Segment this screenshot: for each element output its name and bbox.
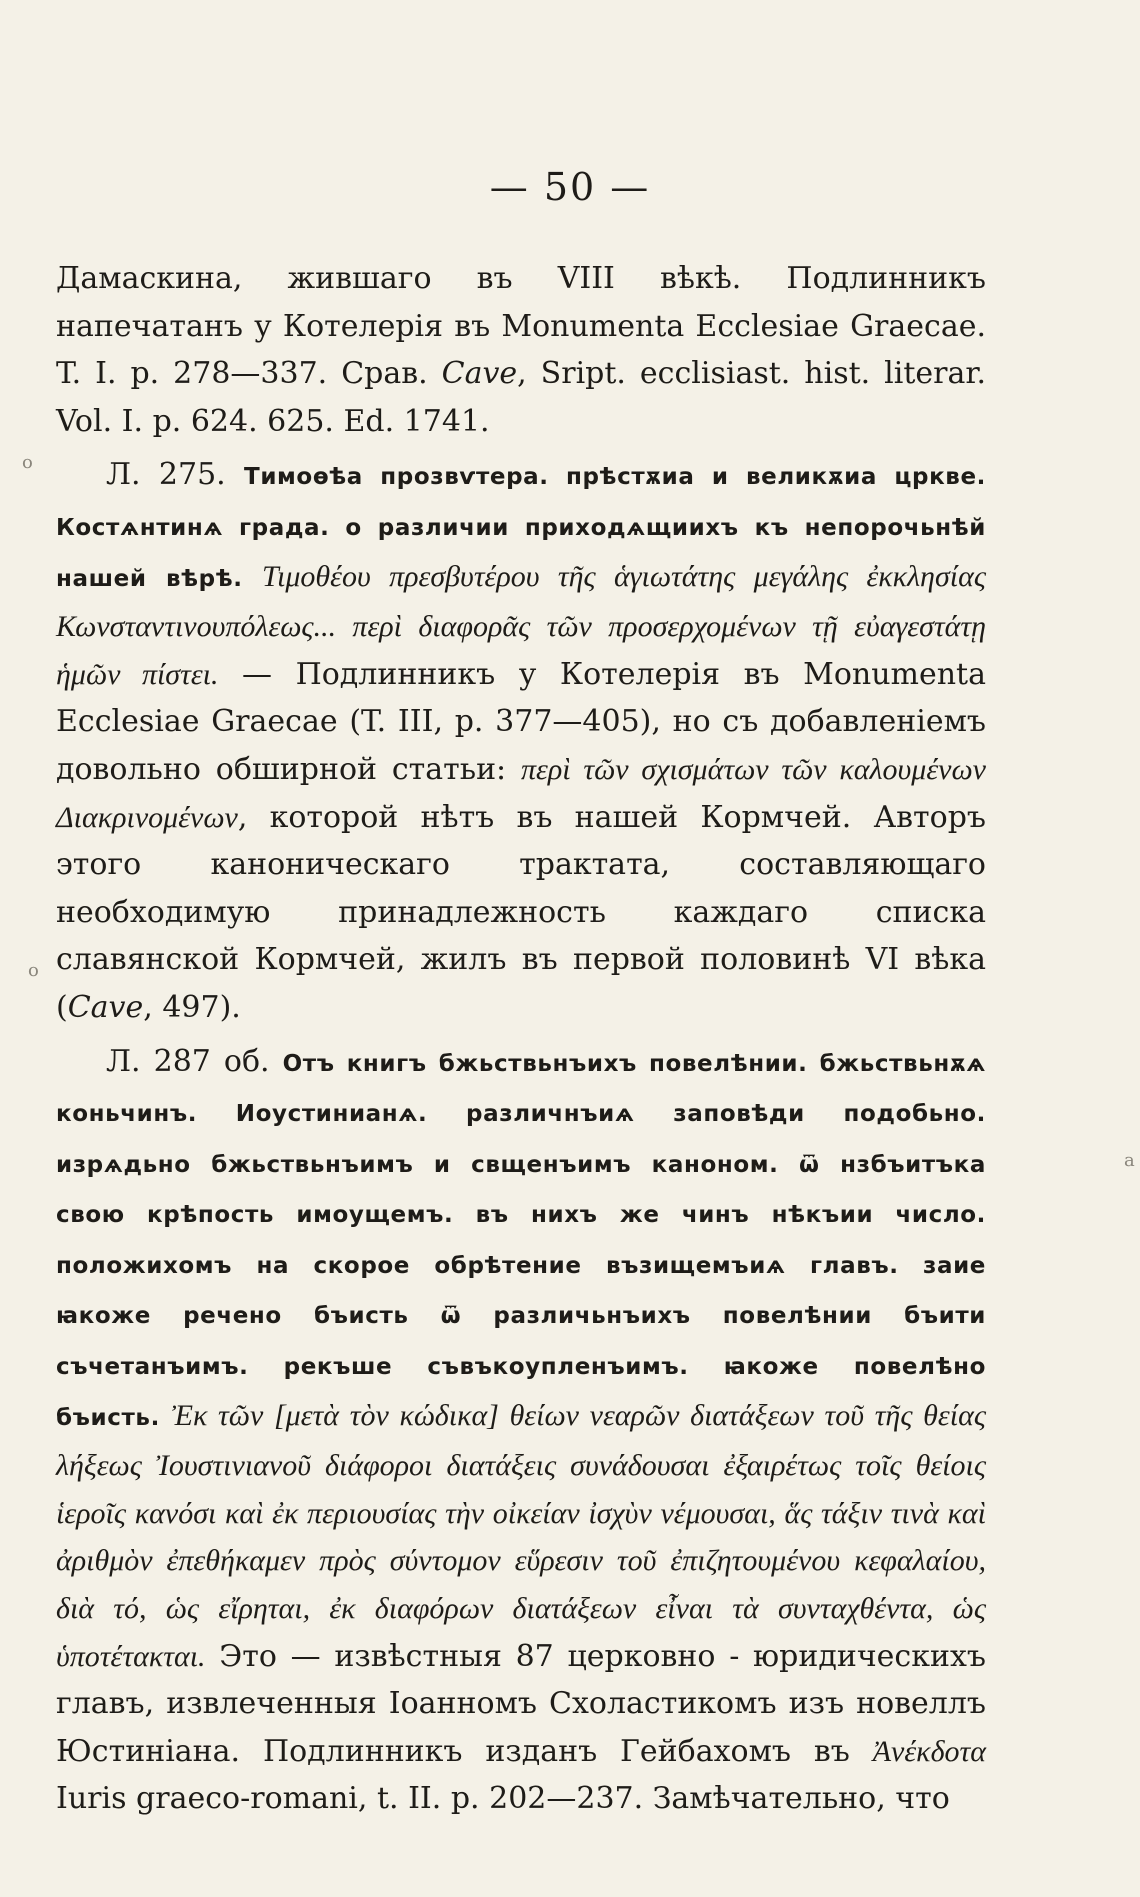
margin-mark: о xyxy=(22,452,33,473)
italic-text: Cave xyxy=(67,989,144,1025)
paragraph-damascene xyxy=(56,255,986,445)
page-number: — 50 — xyxy=(489,165,651,209)
greek-text: Ἐκ τῶν [μετὰ τὸν κώδικα] θείων νεαρῶν διατάξεων τοῦ τῆς θείας λήξεως Ἰουστινιανοῦ διάφοροι διατάξεις συνάδουσαι ἐξαιρέτως τοῖς θείοις ἱεροῖς κανόσι καὶ ἐκ περιουσίας τὴν οἰκείαν ἰσχὺν νέμουσαι, ἅς τάξιν τινὰ καὶ ἀριθμὸν ἐπεθήκαμεν πρὸς σύντομον εὕρεσιν τοῦ ἐπιζητουμένου κεφαλαίου, διὰ τό, ὡς εἴρηται, ἐκ διαφόρων διατάξεων εἶναι τὰ συνταχθέντα, ὡς ὑποτέτακται. xyxy=(56,1398,986,1673)
italic-text: Cave xyxy=(441,356,518,392)
russian-text: Iuris graeco-romani, t. II. p. 202—237. Замѣчательно, что xyxy=(56,1781,950,1817)
russian-text: Л. 287 об. xyxy=(106,1043,283,1079)
russian-text: Это — извѣстныя 87 церковно - юридическихъ главъ, извлеченныя Іоанномъ Схоластикомъ изъ новеллъ Юстиніана. Подлинникъ изданъ Гейбахомъ въ xyxy=(56,1638,986,1769)
paragraph-justinian xyxy=(56,1038,986,1824)
russian-text: Л. 275. xyxy=(106,457,245,493)
russian-text: , которой нѣтъ въ нашей Кормчей. Авторъ этого каноническаго трактата, составляющаго необходимую принадлежность каждаго списка славянской Кормчей, жилъ въ первой половинѣ VI вѣка ( xyxy=(56,799,986,1025)
paragraph-timothy xyxy=(56,451,986,1031)
greek-text: Τιμοθέου πρεσβυτέρου τῆς ἁγιωτάτης μεγάλης ἐκκλησίας Κωνσταντινουπόλεως... περὶ διαφορᾶς τῶν προσερχομένων τῇ εὐαγεστάτῃ ἡμῶν πίστει. xyxy=(56,559,986,691)
russian-text: — Подлинникъ у Котелерія въ Monumenta Ecclesiae Graecae (T. III, p. 377—405), но съ добавленіемъ довольно обширной статьи: xyxy=(56,656,986,787)
russian-text: Дамаскина, жившаго въ VIII вѣкѣ. Подлинникъ напечатанъ у Котелерія въ Monumenta Ecclesiae Graecae. T. I. p. 278—337. Срав. xyxy=(56,261,986,392)
body-text xyxy=(56,255,986,1823)
margin-mark: а xyxy=(1124,1150,1135,1171)
russian-text: , Sript. ecclisiast. hist. literar. Vol. I. p. 624. 625. Ed. 1741. xyxy=(56,356,986,439)
greek-text: Ἀνέκδοτα xyxy=(872,1734,986,1768)
greek-text: περὶ τῶν σχισμάτων τῶν καλουμένων Διακρινομένων xyxy=(56,752,986,834)
margin-mark: о xyxy=(28,960,39,981)
church-slavonic-text: Тимоѳѣа прозвѵтера. прѣстѫиа и великѫиа цркве. Костѧнтинѧ града. о различии приходѧщиихъ къ непорочьнѣй нашей вѣрѣ. xyxy=(56,464,986,592)
church-slavonic-text: Отъ книгъ бжьствьнъихъ повелѣнии. бжьствьнѫѧ коньчинъ. Иоустинианѧ. различнъиѧ заповѣди подобьно. изрѧдьно бжьствьнъимъ и свщенъимъ каноном. ѿ нзбъитъка свою крѣпость имоущемъ. въ нихъ же чинъ нѣкъии число. положихомъ на скорое обрѣтение възищемъиѧ главъ. заие ꙗкоже речено бъисть ѿ различьнъихъ повелѣнии бъити съчетанъимъ. рекъше съвъкоупленъимъ. ꙗкоже повелѣно бъисть. xyxy=(56,1050,986,1431)
russian-text: , 497). xyxy=(143,989,241,1025)
